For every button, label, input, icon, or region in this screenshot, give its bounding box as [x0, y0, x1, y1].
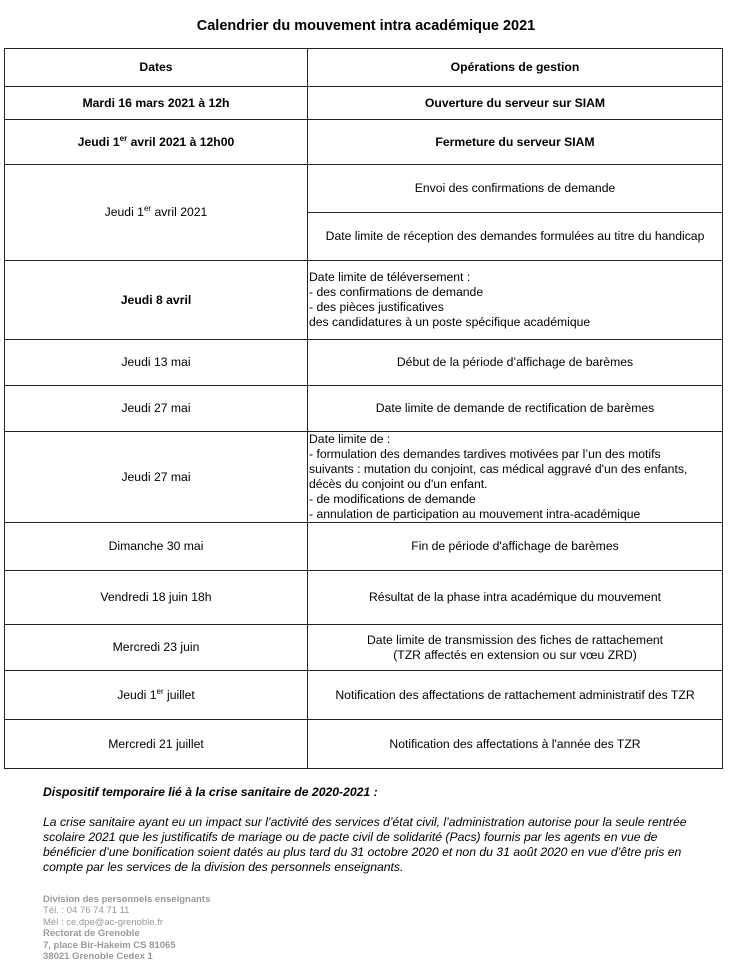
operation-cell: Date limite de réception des demandes formulées au titre du handicap	[308, 213, 723, 261]
page-title: Calendrier du mouvement intra académique 2021	[196, 18, 536, 34]
date-cell: Mercredi 23 juin	[5, 625, 308, 671]
date-cell: Vendredi 18 juin 18h	[5, 571, 308, 625]
date-cell: Jeudi 27 mai	[5, 432, 308, 523]
table-row	[5, 671, 723, 720]
calendar-table	[4, 48, 723, 769]
table-row	[5, 720, 723, 769]
table-row	[5, 261, 723, 340]
table-row	[5, 523, 723, 571]
date-cell: Jeudi 1er avril 2021	[5, 165, 308, 261]
operation-cell: Fin de période d'affichage de barèmes	[308, 523, 723, 571]
footer-address: 7, place Bir-Hakeim CS 81065	[43, 939, 176, 951]
operation-cell: Fermeture du serveur SIAM	[308, 120, 723, 165]
date-cell: Jeudi 1er juillet	[5, 671, 308, 720]
operation-cell: Date limite de demande de rectification de barèmes	[308, 386, 723, 432]
date-cell: Dimanche 30 mai	[5, 523, 308, 571]
sanitary-notice	[43, 785, 703, 875]
operation-cell: Notification des affectations de rattachement administratif des TZR	[308, 671, 723, 720]
date-cell: Mercredi 21 juillet	[5, 720, 308, 769]
footer-division: Division des personnels enseignants	[43, 894, 211, 905]
table-row	[5, 87, 723, 120]
date-cell: Jeudi 8 avril	[5, 261, 308, 340]
operation-cell: Début de la période d’affichage de barèmes	[308, 340, 723, 386]
operation-cell: Date limite de transmission des fiches de rattachement (TZR affectés en extension ou sur vœu ZRD)	[308, 625, 723, 671]
table-row	[5, 120, 723, 165]
operation-cell: Résultat de la phase intra académique du mouvement	[308, 571, 723, 625]
date-cell: Jeudi 1er avril 2021 à 12h00	[5, 120, 308, 165]
operation-cell: Notification des affectations à l'année des TZR	[308, 720, 723, 769]
operation-cell: Ouverture du serveur sur SIAM	[308, 87, 723, 120]
footer-email: Mél : ce.dpe@ac-grenoble.fr	[43, 916, 164, 928]
date-cell: Jeudi 27 mai	[5, 386, 308, 432]
table-row	[5, 340, 723, 386]
header-operations: Opérations de gestion	[308, 49, 723, 87]
table-row	[5, 165, 723, 213]
operation-cell: Date limite de téléversement : - des confirmations de demande - des pièces justificatives des candidatures à un poste spécifique académique	[308, 261, 723, 340]
operation-cell: Envoi des confirmations de demande	[308, 165, 723, 213]
footer-rectorat: Rectorat de Grenoble	[43, 928, 140, 940]
notice-body: La crise sanitaire ayant eu un impact sur l’activité des services d’état civil, l’administration autorise pour la seule rentrée scolaire 2021 que les justificatifs de mariage ou de pacte civil de solidarité (Pacs) fournis par les agents en vue de bénéficier d’une bonification soient datés au plus tard du 31 octobre 2020 et non du 31 août 2020 en vue d’être pris en compte par les services de la division des personnels enseignants.	[43, 815, 687, 874]
table-header-row	[5, 49, 723, 87]
table-row	[5, 432, 723, 523]
table-row	[5, 386, 723, 432]
table-row	[5, 625, 723, 671]
footer-phone: Tél. : 04 76 74 71 11	[43, 905, 130, 917]
date-cell: Mardi 16 mars 2021 à 12h	[5, 87, 308, 120]
footer-contact	[43, 894, 343, 962]
date-cell: Jeudi 13 mai	[5, 340, 308, 386]
header-dates: Dates	[5, 49, 308, 87]
table-row	[5, 571, 723, 625]
notice-title: Dispositif temporaire lié à la crise sanitaire de 2020-2021 :	[43, 785, 378, 799]
footer-city: 38021 Grenoble Cedex 1	[43, 951, 153, 963]
operation-cell: Date limite de : - formulation des demandes tardives motivées par l’un des motifs suivants : mutation du conjoint, cas médical aggravé d'un des enfants, décès du conjoint ou d'un enfant. - de modifications de demande - annulation de participation au mouvement intra-académique	[308, 432, 723, 523]
